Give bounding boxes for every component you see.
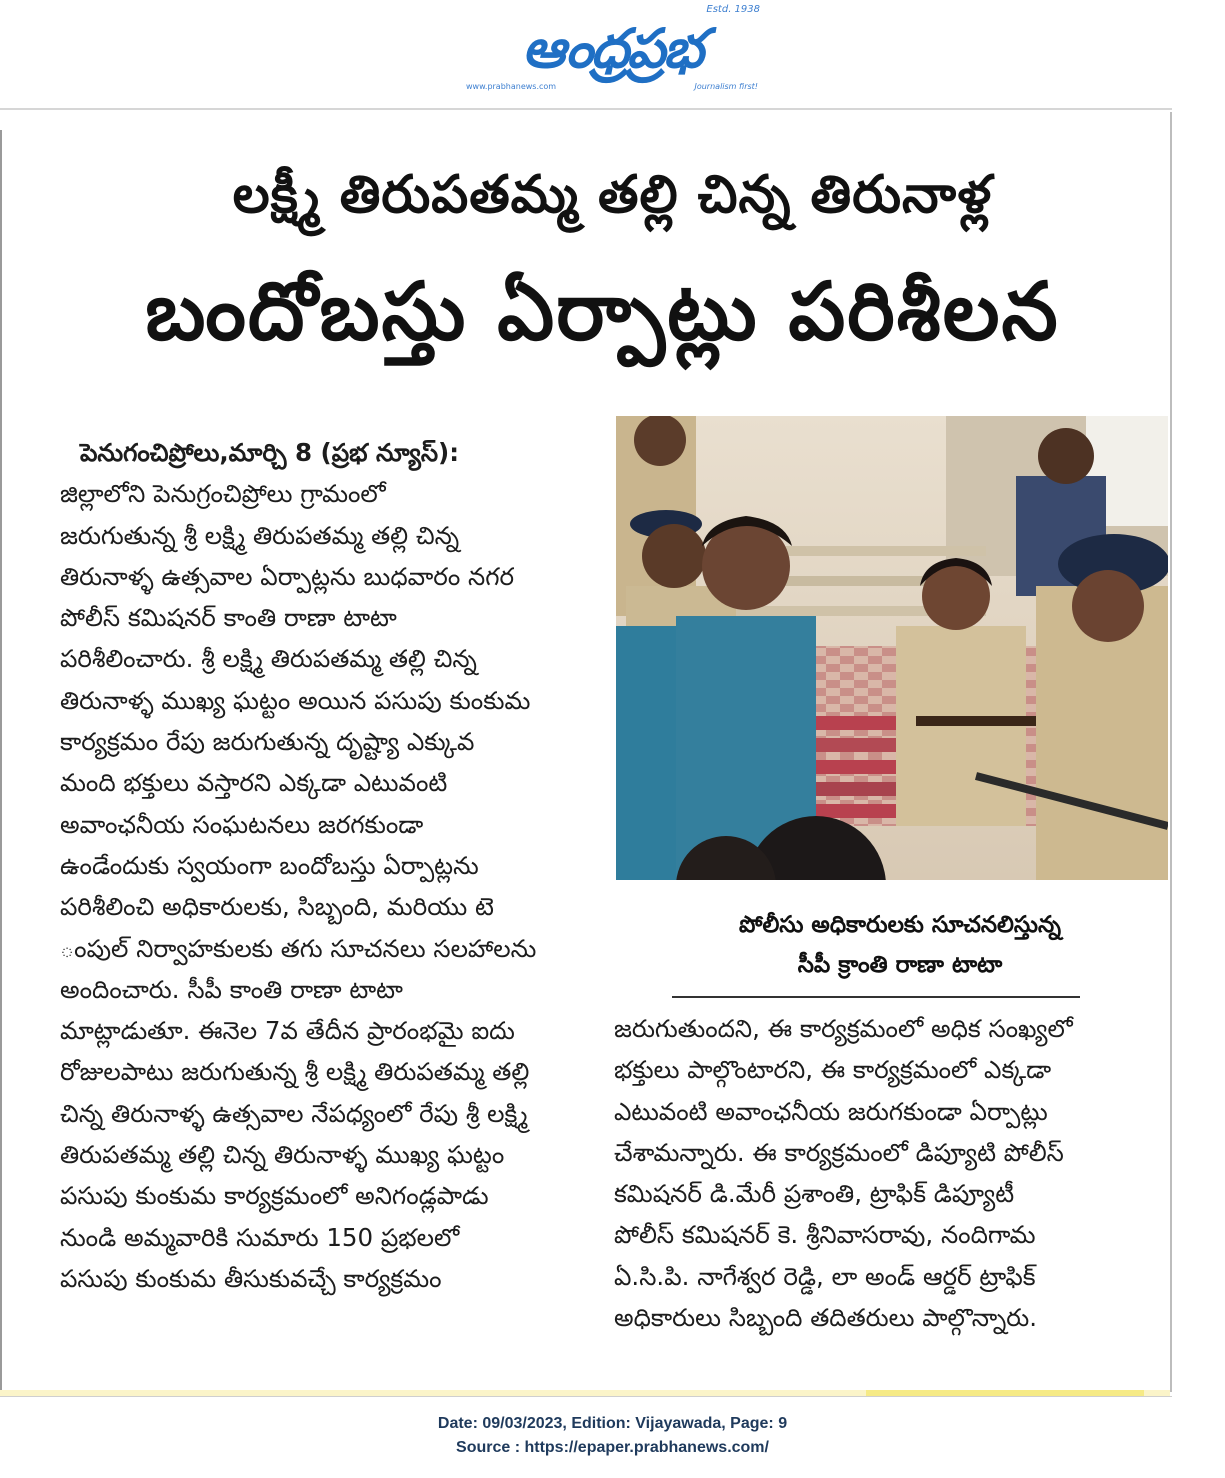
news-photo bbox=[616, 416, 1168, 880]
caption-line-2: సీపీ క్రాంతి రాణా టాటా bbox=[797, 952, 1003, 978]
clipping-footer bbox=[0, 1412, 1225, 1460]
masthead bbox=[0, 0, 1225, 110]
logo-estd: Estd. 1938 bbox=[706, 4, 760, 15]
article-headline: బందోబస్తు ఏర్పాట్లు పరిశీలన bbox=[145, 265, 1060, 358]
body-line: అందించారు. సీపీ కాంతి రాణా టాటా bbox=[60, 974, 403, 1004]
article-body-right bbox=[614, 1008, 1164, 1338]
body-line: పోలీస్ కమిషనర్ కె. శ్రీనివాసరావు, నందిగామ bbox=[614, 1220, 1036, 1250]
body-line: భక్తులు పాల్గొంటారని, ఈ కార్యక్రమంలో ఎక్కడా bbox=[614, 1055, 1052, 1085]
body-line: అవాంఛనీయ సంఘటనలు జరగకుండా bbox=[60, 809, 424, 839]
photo-police-officers bbox=[616, 416, 1168, 880]
body-line: తిరునాళ్ళ ఉత్సవాల ఏర్పాట్లను బుధవారం నగర bbox=[60, 561, 515, 591]
body-line: ఎటువంటి అవాంఛనీయ జరుగకుండా ఏర్పాట్లు bbox=[614, 1096, 1048, 1126]
article-kicker: లక్ష్మీ తిరుపతమ్మ తల్లి చిన్న తిరునాళ్ల bbox=[232, 165, 993, 225]
body-line: కార్యక్రమం రేపు జరుగుతున్న దృష్ట్యా ఎక్కువ bbox=[60, 727, 475, 757]
body-line: చేశామన్నారు. ఈ కార్యక్రమంలో డిప్యూటి పోలీస్ bbox=[614, 1137, 1064, 1167]
article-body-left bbox=[60, 432, 585, 1299]
article-frame-right bbox=[1170, 112, 1172, 1392]
footer-source-line: Source : https://epaper.prabhanews.com/ bbox=[456, 1439, 769, 1456]
body-line: ంపుల్ నిర్వాహకులకు తగు సూచనలు సలహాలను bbox=[60, 933, 537, 963]
body-line: ఏ.సి.పి. నాగేశ్వర రెడ్డి, లా అండ్ ఆర్డర్ ట్రాఫిక్ bbox=[614, 1261, 1036, 1291]
bottom-divider bbox=[0, 1396, 1172, 1397]
body-line: పరిశీలించారు. శ్రీ లక్ష్మి తిరుపతమ్మ తల్లి చిన్న bbox=[60, 644, 477, 674]
body-line: ఉండేందుకు స్వయంగా బందోబస్తు ఏర్పాట్లను bbox=[60, 850, 479, 880]
body-line: నుండి అమ్మవారికి సుమారు 150 ప్రభలలో bbox=[60, 1222, 460, 1252]
logo-wordmark: ఆంధ్రప్రభ bbox=[522, 17, 702, 80]
body-line: రోజులపాటు జరుగుతున్న శ్రీ లక్ష్మి తిరుపతమ్మ తల్లి bbox=[60, 1057, 530, 1087]
logo-url: www.prabhanews.com bbox=[466, 82, 557, 91]
body-line: జరుగుతున్న శ్రీ లక్ష్మి తిరుపతమ్మ తల్లి చిన్న bbox=[60, 520, 460, 550]
left-column-text bbox=[60, 432, 585, 1299]
body-line: పోలీస్ కమిషనర్ కాంతి రాణా టాటా bbox=[60, 603, 397, 633]
article-frame-left bbox=[0, 130, 2, 1392]
body-line: మంది భక్తులు వస్తారని ఎక్కడా ఎటువంటి bbox=[60, 768, 448, 798]
body-line: తిరునాళ్ళ ముఖ్య ఘట్టం అయిన పసుపు కుంకుమ bbox=[60, 685, 531, 715]
logo-tagline: Journalism first! bbox=[694, 82, 758, 91]
body-line: పసుపు కుంకుమ తీసుకువచ్చే కార్యక్రమం bbox=[60, 1263, 442, 1293]
footer-date-line: Date: 09/03/2023, Edition: Vijayawada, Page: 9 bbox=[437, 1415, 788, 1432]
caption-underline bbox=[672, 996, 1080, 998]
right-column-text bbox=[614, 1008, 1164, 1338]
body-line: మాట్లాడుతూ. ఈనెల 7వ తేదీన ప్రారంభమై ఐదు bbox=[60, 1016, 515, 1046]
body-line: కమిషనర్ డి.మేరీ ప్రశాంతి, ట్రాఫిక్ డిప్యూటీ bbox=[614, 1179, 1015, 1209]
body-line: తిరుపతమ్మ తల్లి చిన్న తిరునాళ్ళ ముఖ్య ఘట్టం bbox=[60, 1140, 505, 1170]
body-line: పరిశీలించి అధికారులకు, సిబ్బంది, మరియు టె bbox=[60, 892, 494, 922]
newspaper-logo bbox=[462, 4, 762, 96]
dateline: పెనుగంచిప్రోలు,మార్చి 8 (ప్రభ న్యూస్): bbox=[80, 438, 460, 467]
masthead-divider bbox=[0, 108, 1172, 110]
body-line: జరుగుతుందని, ఈ కార్యక్రమంలో అధిక సంఖ్యలో bbox=[614, 1014, 1073, 1043]
body-line: పసుపు కుంకుమ కార్యక్రమంలో అనిగండ్లపాడు bbox=[60, 1181, 489, 1211]
body-line: చిన్న తిరునాళ్ళ ఉత్సవాల నేపధ్యంలో రేపు శ్రీ లక్ష్మి bbox=[60, 1098, 528, 1128]
body-line: జిల్లాలోని పెనుగ్రంచిప్రోలు గ్రామంలో bbox=[60, 479, 386, 509]
body-line: అధికారులు సిబ్బంది తదితరులు పాల్గొన్నారు. bbox=[614, 1303, 1038, 1333]
photo-caption bbox=[640, 905, 1160, 985]
caption-line-1: పోలీసు అధికారులకు సూచనలిస్తున్న bbox=[739, 912, 1061, 938]
